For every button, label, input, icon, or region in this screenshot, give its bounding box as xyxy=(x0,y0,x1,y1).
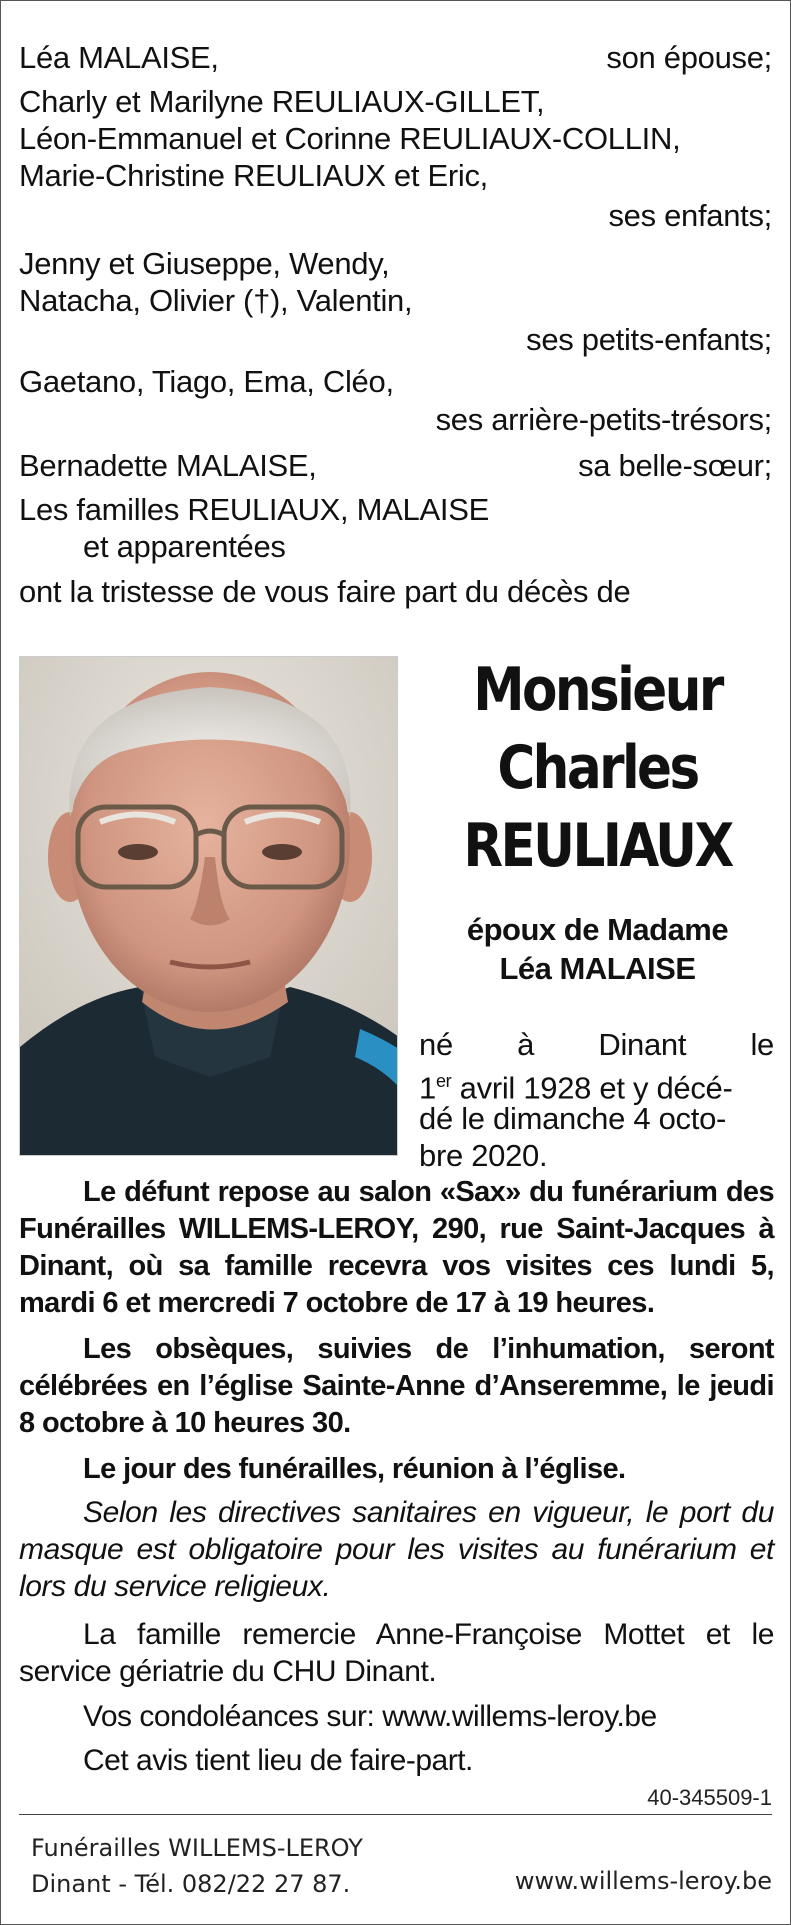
deceased-last-name: REULIAUX xyxy=(463,811,732,881)
birth-word-2: à xyxy=(517,1027,535,1062)
family-line-child-3: Marie-Christine REULIAUX et Eric, xyxy=(19,158,488,193)
sanitary-paragraph: Selon les directives sanitaires en vigueur, le port du masque est obligatoire pour les visites au funérarium et lors du service religieux. xyxy=(19,1496,774,1603)
footer-contact: Dinant - Tél. 082/22 27 87. xyxy=(31,1870,351,1898)
grandchildren-role: ses petits-enfants; xyxy=(526,322,772,357)
footer-divider xyxy=(19,1814,772,1815)
family-line-grandchildren-1: Jenny et Giuseppe, Wendy, xyxy=(19,246,390,281)
birth-date-rest: avril 1928 et y décé- xyxy=(451,1070,733,1106)
reference-number: 40-345509-1 xyxy=(647,1785,772,1810)
family-line-spouse xyxy=(19,39,772,76)
birth-line-3: dé le dimanche 4 octo- xyxy=(419,1101,727,1136)
deceased-portrait xyxy=(19,656,398,1156)
birth-line-4: bre 2020. xyxy=(419,1138,548,1173)
family-line-grandchildren-2: Natacha, Olivier (†), Valentin, xyxy=(19,283,413,318)
birth-day-suffix: er xyxy=(435,1071,452,1091)
visitation-paragraph: Le défunt repose au salon «Sax» du funérarium des Funérailles WILLEMS-LEROY, 290, rue Saint-Jacques à Dinant, où sa famille recevra vos visites ces lundi 5, mardi 6 et mercredi 7 octobre de 17 à 19 heures. xyxy=(19,1176,774,1319)
thanks-paragraph: La famille remercie Anne-Françoise Mottet et le service gériatrie du CHU Dinant. xyxy=(19,1618,774,1688)
family-line-related: et apparentées xyxy=(83,529,286,564)
meeting-paragraph: Le jour des funérailles, réunion à l’église. xyxy=(83,1453,626,1485)
family-line-child-2: Léon-Emmanuel et Corinne REULIAUX-COLLIN, xyxy=(19,121,681,156)
birth-word-3: Dinant xyxy=(598,1027,687,1062)
family-line-child-1: Charly et Marilyne REULIAUX-GILLET, xyxy=(19,84,545,119)
spouse-of-line-1: époux de Madame xyxy=(466,912,729,947)
portrait-illustration xyxy=(20,657,398,1156)
spouse-of-line-2: Léa MALAISE xyxy=(499,951,696,986)
great-grandchildren-role: ses arrière-petits-trésors; xyxy=(435,402,772,437)
announcement-line: ont la tristesse de vous faire part du décès de xyxy=(19,574,631,609)
notice-line: Cet avis tient lieu de faire-part. xyxy=(83,1744,473,1777)
family-line-great-grandchildren: Gaetano, Tiago, Ema, Cléo, xyxy=(19,364,394,399)
deceased-first-name: Charles xyxy=(497,733,698,803)
funeral-paragraph: Les obsèques, suivies de l’inhumation, seront célébrées en l’église Sainte-Anne d’Anseremme, le jeudi 8 octobre à 10 heures 30. xyxy=(19,1333,774,1439)
birth-line-1 xyxy=(419,1026,774,1063)
sister-in-law-role: sa belle-sœur; xyxy=(578,448,772,483)
children-role: ses enfants; xyxy=(608,198,772,233)
deceased-name-block xyxy=(421,651,774,885)
spouse-name: Léa MALAISE, xyxy=(19,40,219,75)
spouse-role: son épouse; xyxy=(606,40,772,75)
sister-in-law-name: Bernadette MALAISE, xyxy=(19,448,317,483)
birth-word-4: le xyxy=(750,1027,774,1062)
condolences-line: Vos condoléances sur: www.willems-leroy.be xyxy=(83,1700,657,1733)
birth-word-1: né xyxy=(419,1027,453,1062)
birth-day: 1 xyxy=(419,1070,436,1106)
footer-website: www.willems-leroy.be xyxy=(514,1867,772,1895)
footer-company: Funérailles WILLEMS-LEROY xyxy=(31,1834,363,1862)
deceased-title: Monsieur xyxy=(473,655,722,725)
family-line-families: Les familles REULIAUX, MALAISE xyxy=(19,492,489,527)
family-line-sister-in-law xyxy=(19,447,772,484)
